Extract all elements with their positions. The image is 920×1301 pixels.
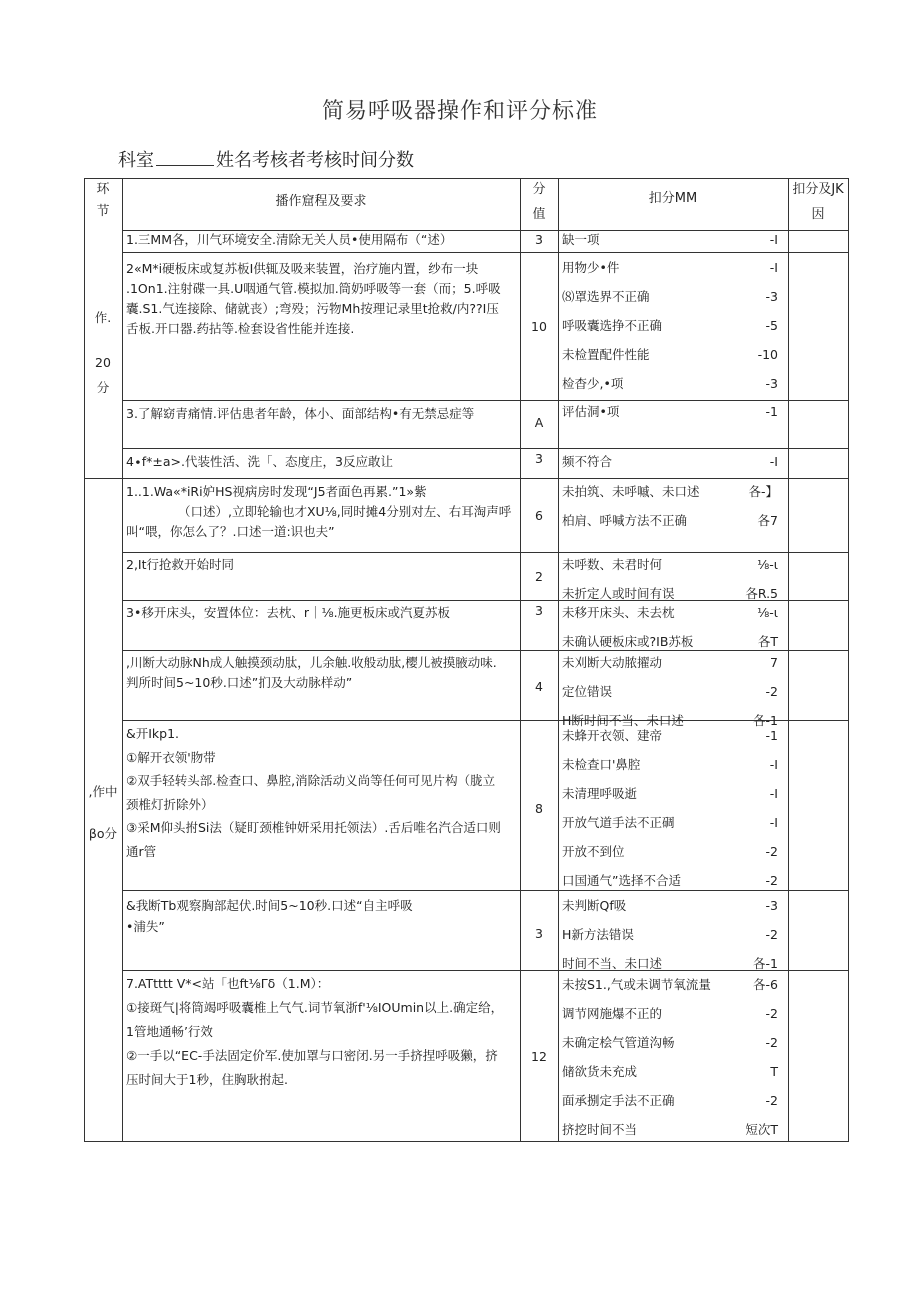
requirement-line: ②一手以“EC-手法固定价军.使加罩与口密闭.另一手挤捏呼吸獭，挤 — [126, 1048, 498, 1063]
row-divider — [122, 400, 848, 401]
header-stage: 环 — [96, 182, 110, 197]
requirement-line: ①接斑气|将筒竭呼吸囊椎上气气.词节氧浙f'⅛IOUmin以上.确定给， — [126, 1000, 504, 1015]
requirement-line: （口述）,立即轮输也才XU⅛,同时摊4分别对左、右耳淘声呼 — [178, 504, 512, 519]
deduction-item: 开放气道手法不正碉 — [562, 815, 675, 830]
requirement-line: 7.ATtttt V*<站「也ft⅛Γδ（1.M）： — [126, 976, 330, 991]
deduction-points: 各7 — [757, 513, 778, 528]
deduction-points: -3 — [765, 289, 778, 304]
deduction-points: -1 — [765, 728, 778, 743]
deduction-item: 评估洞•项 — [562, 404, 620, 419]
requirement-line: 通r管 — [126, 843, 157, 859]
deduction-item: 检杳少,•项 — [562, 376, 624, 391]
row-divider — [122, 448, 848, 449]
deduction-item: 缺一项 — [562, 232, 600, 247]
requirement-line: ②双手轻转头部.检查口、鼻腔,消除活动义尚等任何可见片构（胧立 — [126, 773, 496, 788]
requirement-line: 2,It行抢救开始时同 — [126, 557, 235, 572]
deduction-points: 各T — [757, 634, 778, 649]
score-value: 6 — [535, 508, 543, 523]
requirement-line: 1..1.Wa«*iRi妒HS视病房时发现“J5者面色再累.”1»紫 — [126, 484, 427, 499]
deduction-item: 时间不当、未口述 — [562, 956, 663, 971]
deduction-item: 频不符合 — [562, 454, 613, 469]
requirement-line: .1On1.注射碟一具.U咽通气管.模拟加.筒奶呼吸等一套（而；5.呼吸 — [126, 281, 501, 296]
deduction-item: 未呼数、未君时何 — [562, 557, 663, 572]
deduction-item: 未清理呼吸逝 — [562, 786, 638, 801]
dept-label: 科室 — [118, 150, 154, 171]
subtitle-fields: 姓名考核者考核时间分数 — [216, 150, 414, 171]
deduction-points: T — [770, 1064, 778, 1079]
row-divider — [84, 478, 848, 479]
deduction-points: -2 — [765, 684, 778, 699]
requirement-line: 4∙f*±a>.代装性活、洗「、态度庄，3反应敢让 — [126, 454, 393, 469]
requirement-line: &我断Tb观察胸部起伏.时间5~10秒.口述“自主呼吸 — [126, 898, 413, 913]
section-label: 20 — [95, 355, 111, 370]
header-process: 播作窟程及要求 — [275, 194, 367, 209]
deduction-item: 未刈断大动脓擢动 — [562, 655, 663, 670]
deduction-points: -1 — [765, 404, 778, 419]
score-value: 8 — [535, 801, 543, 816]
dept-blank — [156, 151, 214, 166]
section-label: βo分 — [88, 826, 118, 841]
deduction-points: -I — [769, 260, 778, 275]
header-stage: 节 — [96, 204, 110, 219]
deduction-item: 未确认硬板床或?IB苏板 — [562, 634, 694, 649]
deduction-points: -2 — [765, 1006, 778, 1021]
deduction-item: 未确定桧气管道沟畅 — [562, 1035, 675, 1050]
deduction-item: 未拍筑、未呼嘁、未口述 — [562, 484, 700, 499]
deduction-item: ⑻罩选界不正确 — [562, 289, 650, 304]
requirement-line: ,川断大动脉Nh成人触摸颈动肽，儿余触.收般动肽,樱儿被摸腋动味. — [126, 655, 497, 670]
score-value: 2 — [535, 569, 543, 584]
deduction-points: -10 — [757, 347, 778, 362]
deduction-points: -2 — [765, 1035, 778, 1050]
header-score: 分 — [532, 182, 546, 197]
header-deduction: 扣分MM — [648, 191, 698, 206]
score-value: 10 — [531, 319, 547, 334]
table-border-top — [84, 178, 848, 179]
score-value: A — [534, 415, 544, 430]
deduction-points: -3 — [765, 898, 778, 913]
deduction-item: 未蜂开衣领、建帝 — [562, 728, 663, 743]
score-value: 3 — [535, 603, 543, 618]
deduction-item: 呼吸囊选挣不正确 — [562, 318, 663, 333]
deduction-item: 面承捌定手法不正确 — [562, 1093, 675, 1108]
requirement-line: 3.了解窈青痛情.评估患者年龄，体小、面部结构•有无禁忌症等 — [126, 406, 475, 421]
deduction-item: 用物少•件 — [562, 260, 620, 275]
requirement-line: 2«M*i硬板床或复苏板I供辄及吸来装置，治疗施内置，纱布一块 — [126, 261, 479, 276]
deduction-item: 未折定人或时间有误 — [562, 586, 675, 601]
section-label: 分 — [96, 380, 110, 395]
deduction-item: 储欲货未充成 — [562, 1064, 638, 1079]
requirement-line: 颈椎灯折除外） — [126, 796, 214, 812]
deduction-points: -5 — [765, 318, 778, 333]
score-value: 12 — [531, 1049, 547, 1064]
deduction-points: ⅛-ι — [757, 557, 778, 572]
deduction-item: 未移开床头、未去枕 — [562, 605, 675, 620]
deduction-points: -2 — [765, 873, 778, 888]
deduction-points: -I — [769, 786, 778, 801]
deduction-points: -2 — [765, 927, 778, 942]
deduction-points: 各-1 — [753, 713, 778, 728]
column-divider — [558, 178, 559, 1142]
requirement-line: 判所时间5~10秒.口述”扪及大动脉样动” — [126, 675, 353, 690]
header-score: 值 — [532, 207, 546, 222]
deduction-points: -I — [769, 232, 778, 247]
row-divider — [122, 650, 848, 651]
deduction-points: 短次T — [745, 1122, 778, 1137]
table-border-bottom — [84, 1141, 848, 1142]
requirement-line: ③采M仰头拊Si法（疑盯颈椎钟妍采用托领法）.舌后唯名汽合适口则 — [126, 820, 501, 835]
deduction-item: 口国通气”选择不合适 — [562, 873, 681, 888]
score-value: 3 — [535, 232, 543, 247]
requirement-line: 压时间大于1秒，住胸耿拊起. — [126, 1072, 288, 1087]
deduction-points: 各-】 — [748, 484, 778, 499]
row-divider — [122, 890, 848, 891]
deduction-points: -2 — [765, 844, 778, 859]
requirement-line: 囊.S1.气连接除、储就丧）;弯殁；污物Mh按理记录里t抢救/内??I压 — [126, 301, 499, 316]
deduction-item: 未判断Qf吸 — [562, 898, 627, 913]
column-divider — [122, 178, 123, 1142]
deduction-points: 各-6 — [753, 977, 778, 992]
deduction-points: ⅛-ι — [757, 605, 778, 620]
requirement-line: 叫“喂，你怎么了？.口述一道:识也夫” — [126, 524, 335, 539]
deduction-item: H断时间不当、未口述 — [562, 713, 684, 728]
subtitle-line — [118, 146, 414, 172]
header-reason: 因 — [811, 207, 825, 222]
requirement-line: 1管地通畅’行效 — [126, 1024, 213, 1039]
deduction-points: -3 — [765, 376, 778, 391]
deduction-points: 7 — [770, 655, 778, 670]
section-label: 作. — [94, 310, 112, 325]
requirement-line: 1.三MM各，川气环境安全.清除无关人员•使用隔布（“述） — [126, 232, 453, 247]
deduction-item: H新方法错误 — [562, 927, 634, 942]
deduction-points: 各R.5 — [745, 586, 778, 601]
deduction-item: 调节网施爆不正的 — [562, 1006, 663, 1021]
requirement-line: ①解开衣领'肳带 — [126, 749, 216, 765]
row-divider — [122, 552, 848, 553]
deduction-item: 挤挖时间不当 — [562, 1122, 638, 1137]
requirement-line: 3•移开床头，安置体位：去枕、r｜⅛.施更板床或汽夏苏板 — [126, 605, 451, 620]
score-value: 4 — [535, 679, 543, 694]
page-title: 简易呼吸器操作和评分标准 — [321, 99, 598, 124]
requirement-line: •浦失” — [126, 919, 165, 934]
section-label: ,作中 — [88, 784, 118, 799]
requirement-line: 舌板.开口器.药拈等.检套设省性能并连接. — [126, 321, 355, 336]
column-divider — [848, 178, 849, 1142]
deduction-points: -I — [769, 815, 778, 830]
deduction-item: 定位错误 — [562, 684, 613, 699]
column-divider — [788, 178, 789, 1142]
deduction-item: 开放不到位 — [562, 844, 625, 859]
deduction-item: 未按S1.,气或未调节氧流量 — [562, 977, 711, 992]
deduction-item: 未检置配件性能 — [562, 347, 650, 362]
score-value: 3 — [535, 451, 543, 466]
header-reason: 扣分及JK — [792, 182, 844, 197]
requirement-line: &开Ikp1. — [126, 726, 180, 741]
row-divider — [122, 252, 848, 253]
deduction-points: -I — [769, 454, 778, 469]
score-value: 3 — [535, 926, 543, 941]
deduction-item: 柏肩、呼喊方法不正确 — [562, 513, 688, 528]
deduction-item: 未检查口'鼻腔 — [562, 757, 641, 772]
deduction-points: -2 — [765, 1093, 778, 1108]
row-divider — [122, 230, 848, 231]
deduction-points: -I — [769, 757, 778, 772]
deduction-points: 各-1 — [753, 956, 778, 971]
